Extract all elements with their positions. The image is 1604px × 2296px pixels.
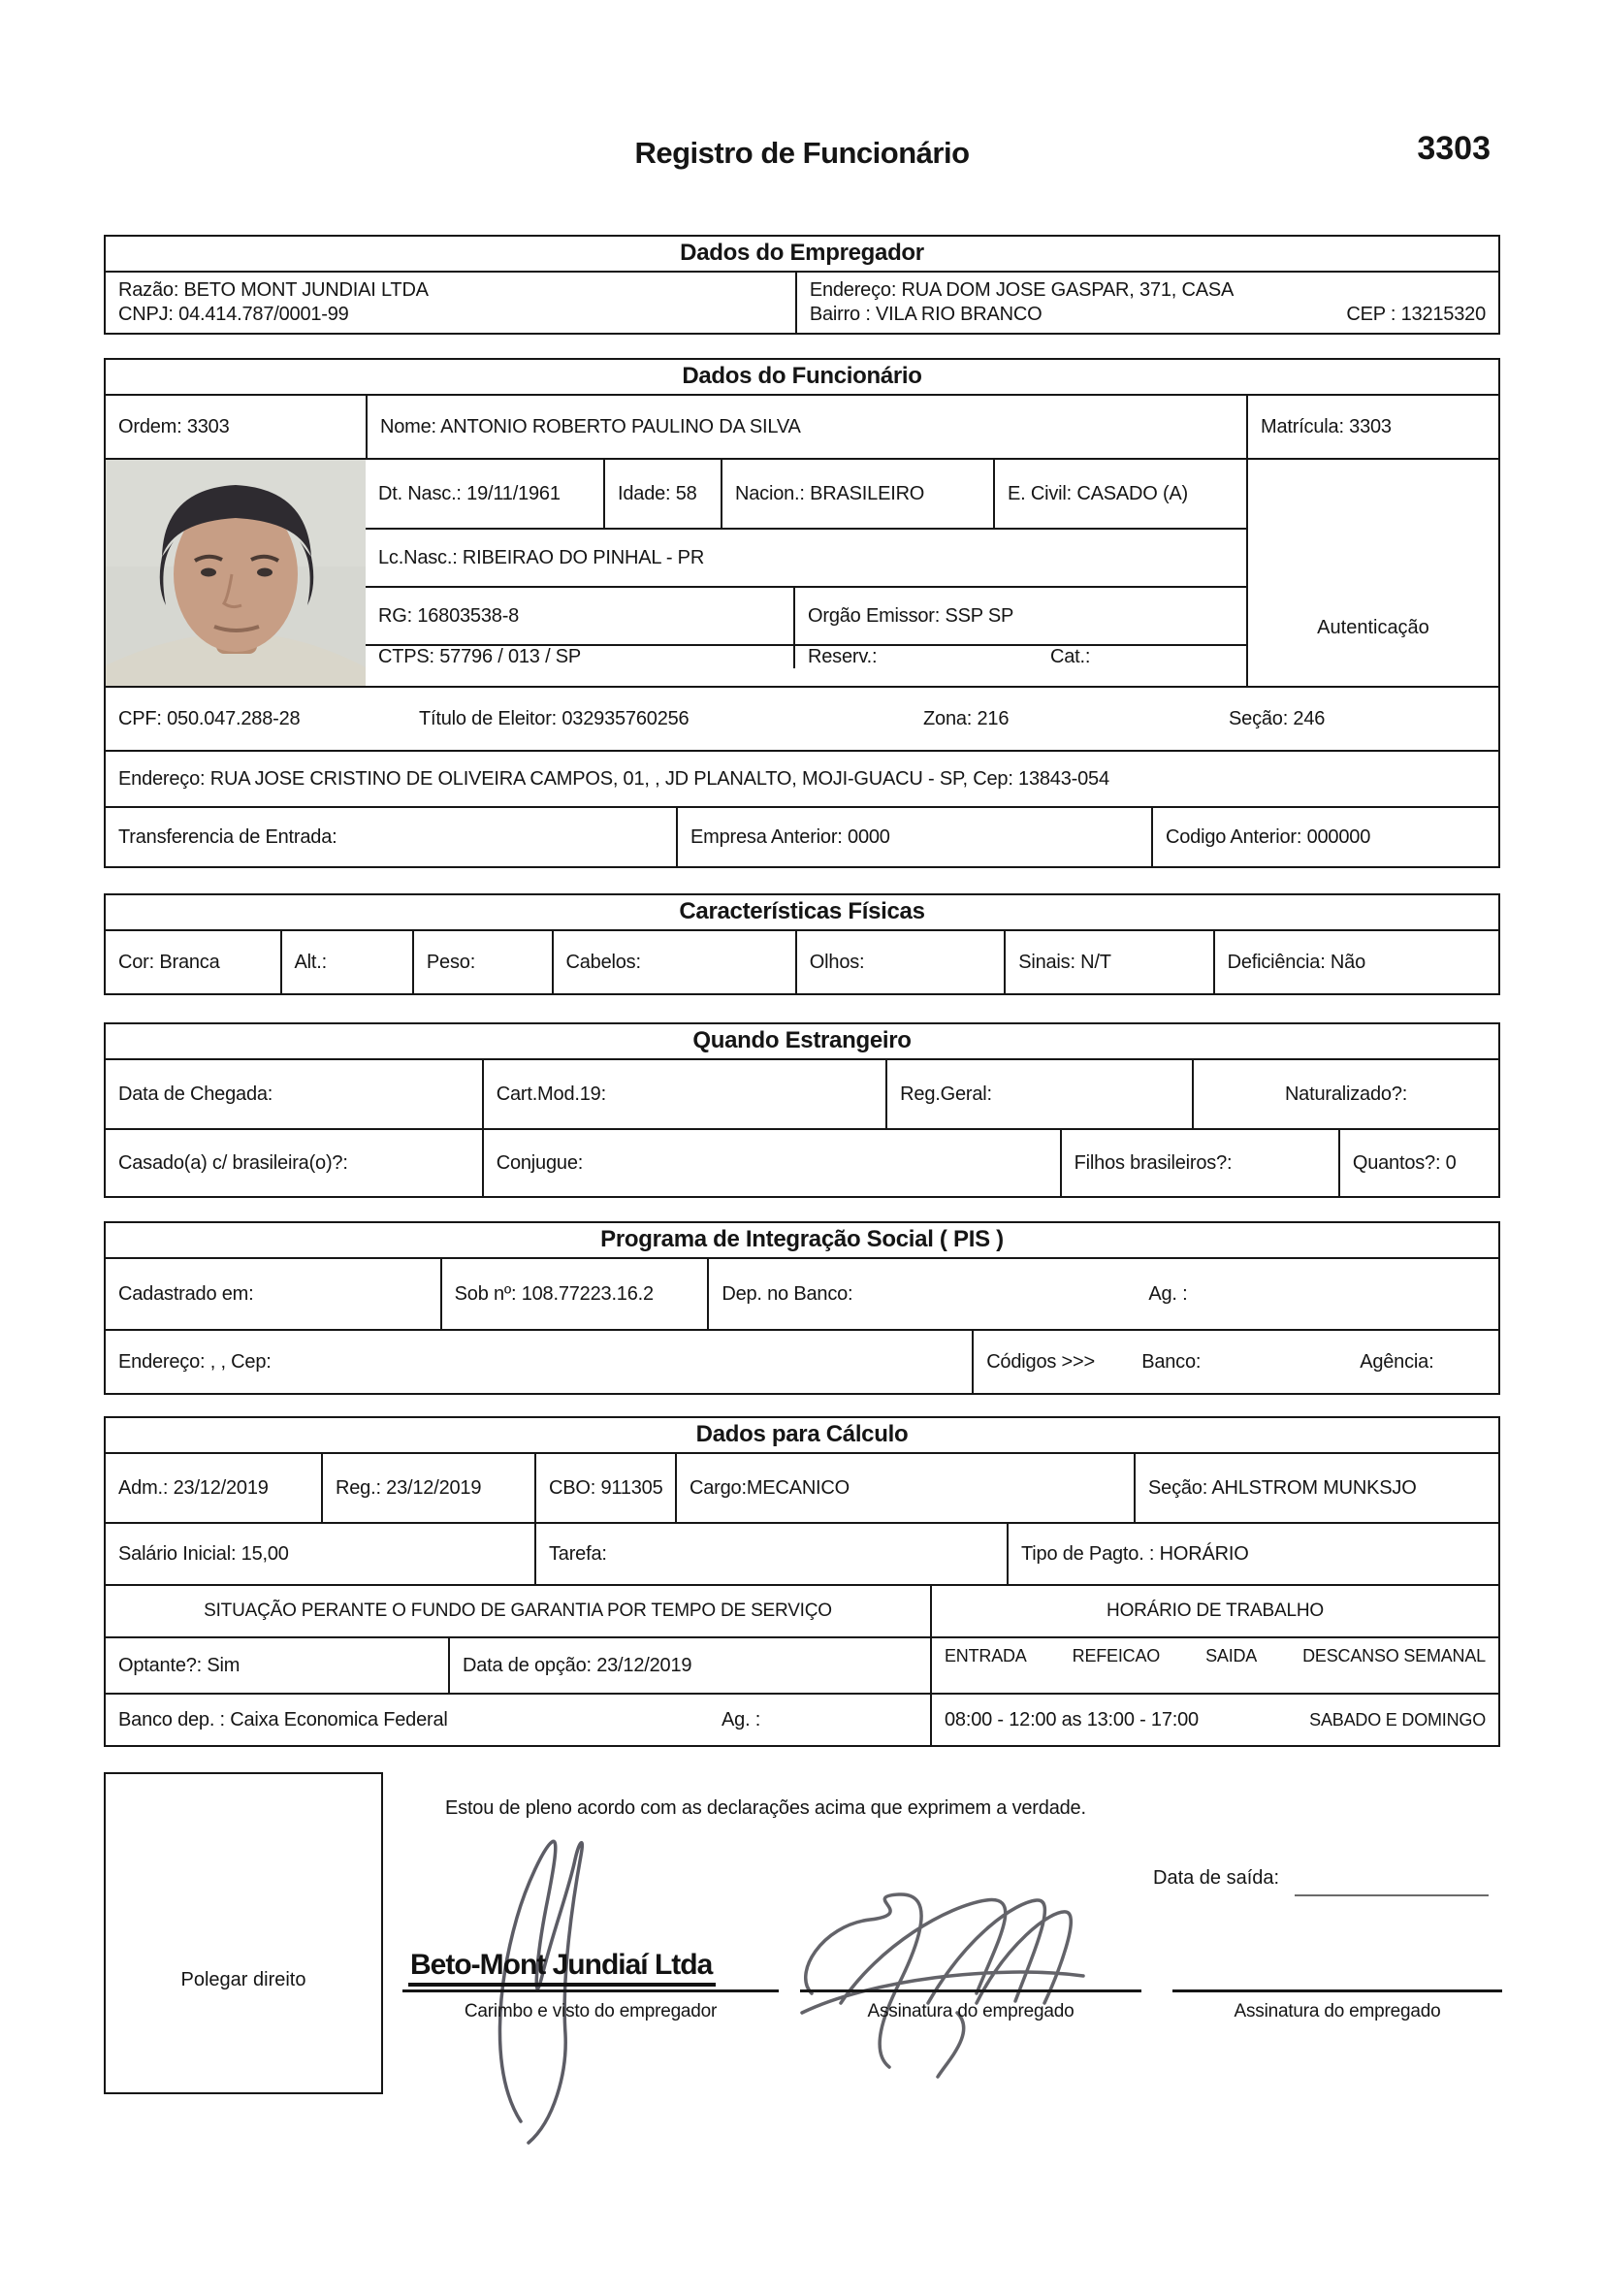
caracteristicas-cor: Cor: Branca	[118, 951, 220, 973]
thumbprint-box	[104, 1772, 383, 2094]
empregador-cnpj: CNPJ: 04.414.787/0001-99	[118, 304, 349, 325]
funcionario-idade: Idade: 58	[603, 460, 721, 528]
funcionario-mid-grid	[366, 460, 1246, 686]
document-header	[104, 0, 1500, 171]
calculo-ag: Ag. :	[722, 1708, 761, 1730]
estrangeiro-row2	[106, 1128, 1498, 1196]
pis-codigos-group	[972, 1331, 1498, 1393]
calculo-col-saida: SAIDA	[1205, 1646, 1258, 1665]
section-calculo	[104, 1416, 1500, 1747]
pis-cadastrado-em: Cadastrado em:	[118, 1282, 254, 1305]
employee-signature-line-2	[1172, 1989, 1502, 1992]
pis-banco: Banco:	[1141, 1350, 1202, 1373]
page-title: Registro de Funcionário	[634, 136, 970, 170]
calculo-horario-cols	[930, 1638, 1498, 1693]
funcionario-nacion: Nacion.: BRASILEIRO	[721, 460, 993, 528]
calculo-data-opcao: Data de opção: 23/12/2019	[448, 1638, 930, 1693]
pis-dep-banco-group	[707, 1259, 1498, 1329]
employer-stamp-line	[402, 1989, 779, 1992]
calculo-horario-title: HORÁRIO DE TRABALHO	[930, 1586, 1498, 1636]
employee-photo-image	[106, 460, 366, 686]
funcionario-codigo-anterior: Codigo Anterior: 000000	[1151, 808, 1498, 866]
employer-stamp-label: Carimbo e visto do empregador	[464, 2001, 718, 2021]
caracteristicas-body	[106, 931, 1498, 993]
funcionario-cpf-group	[106, 688, 1498, 750]
funcionario-row-ident	[106, 396, 1498, 458]
funcionario-row-cpf	[106, 686, 1498, 750]
funcionario-secao: Seção: 246	[1229, 707, 1326, 729]
funcionario-empresa-anterior: Empresa Anterior: 0000	[676, 808, 1151, 866]
estrangeiro-naturalizado: Naturalizado?:	[1192, 1060, 1498, 1128]
calculo-row1	[106, 1454, 1498, 1522]
section-pis	[104, 1221, 1500, 1395]
estrangeiro-reg-geral: Reg.Geral:	[885, 1060, 1192, 1128]
calculo-salario: Salário Inicial: 15,00	[118, 1542, 289, 1565]
section-estrangeiro	[104, 1022, 1500, 1198]
calculo-banco-dep: Banco dep. : Caixa Economica Federal	[118, 1708, 448, 1730]
section-funcionario-title: Dados do Funcionário	[106, 360, 1498, 396]
calculo-col-descanso: DESCANSO SEMANAL	[1302, 1646, 1486, 1665]
document-page	[104, 0, 1500, 2296]
calculo-horario-valor: 08:00 - 12:00 as 13:00 - 17:00	[945, 1708, 1199, 1730]
exit-date-line	[1295, 1894, 1489, 1896]
employee-signature-scribble	[783, 1887, 1103, 2081]
estrangeiro-cart-mod: Cart.Mod.19:	[482, 1060, 885, 1128]
calculo-row2	[106, 1522, 1498, 1584]
caracteristicas-sinais: Sinais: N/T	[1004, 931, 1212, 993]
employee-signature-line-1	[800, 1989, 1141, 1992]
funcionario-row-endereco	[106, 750, 1498, 806]
calculo-cargo: Cargo:MECANICO	[675, 1454, 1134, 1522]
caracteristicas-olhos: Olhos:	[795, 931, 1004, 993]
calculo-tipo-pagto: Tipo de Pagto. : HORÁRIO	[1007, 1524, 1498, 1584]
exit-date-label: Data de saída:	[1153, 1867, 1280, 1889]
empregador-body	[106, 273, 1498, 333]
funcionario-ctps: CTPS: 57796 / 013 / SP	[378, 646, 582, 667]
pis-sob-no: Sob nº: 108.77223.16.2	[440, 1259, 708, 1329]
employee-signature-label-2: Assinatura do empregado	[1234, 2001, 1441, 2021]
funcionario-estado-civil: E. Civil: CASADO (A)	[993, 460, 1246, 528]
funcionario-orgao-emissor: Orgão Emissor: SSP SP	[793, 588, 1246, 644]
calculo-row4	[106, 1636, 1498, 1693]
section-calculo-title: Dados para Cálculo	[106, 1418, 1498, 1454]
empregador-left	[106, 273, 795, 333]
funcionario-reserv-cat	[793, 646, 1246, 668]
pis-row1	[106, 1259, 1498, 1329]
section-caracteristicas	[104, 893, 1500, 995]
pis-row2	[106, 1329, 1498, 1393]
funcionario-row-nasc	[366, 460, 1246, 528]
estrangeiro-data-chegada: Data de Chegada:	[118, 1083, 273, 1105]
funcionario-zona: Zona: 216	[923, 707, 1010, 729]
estrangeiro-conjugue: Conjugue:	[482, 1130, 1060, 1196]
calculo-adm: Adm.: 23/12/2019	[118, 1476, 269, 1499]
section-caracteristicas-title: Características Físicas	[106, 895, 1498, 931]
funcionario-row-photo	[106, 458, 1498, 686]
employee-photo	[106, 460, 366, 686]
section-funcionario	[104, 358, 1500, 868]
funcionario-nome: Nome: ANTONIO ROBERTO PAULINO DA SILVA	[366, 396, 1246, 458]
empregador-endereco: Endereço: RUA DOM JOSE GASPAR, 371, CASA	[809, 279, 1235, 301]
section-estrangeiro-title: Quando Estrangeiro	[106, 1024, 1498, 1060]
empregador-cep: CEP : 13215320	[1346, 304, 1486, 325]
caracteristicas-peso: Peso:	[412, 931, 552, 993]
funcionario-endereco: Endereço: RUA JOSE CRISTINO DE OLIVEIRA CAMPOS, 01, , JD PLANALTO, MOJI-GUACU - SP, Cep: 13843-054	[118, 767, 1109, 790]
funcionario-row-rg	[366, 586, 1246, 644]
pis-endereco: Endereço: , , Cep:	[118, 1350, 272, 1373]
calculo-row3	[106, 1584, 1498, 1636]
calculo-reg: Reg.: 23/12/2019	[321, 1454, 534, 1522]
empregador-right	[795, 273, 1498, 333]
funcionario-rg: RG: 16803538-8	[378, 604, 520, 627]
calculo-cbo: CBO: 911305	[534, 1454, 675, 1522]
calculo-banco-dep-group	[106, 1695, 930, 1745]
declaration-text: Estou de pleno acordo com as declarações acima que exprimem a verdade.	[445, 1797, 1086, 1819]
calculo-col-entrada: ENTRADA	[945, 1646, 1027, 1665]
funcionario-cat: Cat.:	[1050, 646, 1091, 667]
calculo-secao: Seção: AHLSTROM MUNKSJO	[1134, 1454, 1498, 1522]
employee-signature-label-1: Assinatura do empregado	[867, 2001, 1075, 2021]
funcionario-cpf: CPF: 050.047.288-28	[118, 707, 301, 729]
calculo-row5	[106, 1693, 1498, 1745]
funcionario-matricula: Matrícula: 3303	[1246, 396, 1498, 458]
calculo-optante: Optante?: Sim	[118, 1654, 241, 1676]
empregador-bairro: Bairro : VILA RIO BRANCO	[809, 304, 1043, 325]
funcionario-ordem: Ordem: 3303	[118, 415, 230, 437]
pis-ag: Ag. :	[1148, 1282, 1188, 1305]
estrangeiro-filhos: Filhos brasileiros?:	[1060, 1130, 1338, 1196]
document-number: 3303	[1417, 130, 1491, 167]
caracteristicas-deficiencia: Deficiência: Não	[1213, 931, 1498, 993]
footer-area	[104, 1772, 1500, 2296]
funcionario-titulo-eleitor: Título de Eleitor: 032935760256	[419, 707, 690, 729]
funcionario-row-ctps	[366, 644, 1246, 668]
estrangeiro-quantos: Quantos?: 0	[1338, 1130, 1498, 1196]
calculo-tarefa: Tarefa:	[534, 1524, 1007, 1584]
section-empregador	[104, 235, 1500, 335]
estrangeiro-row1	[106, 1060, 1498, 1128]
caracteristicas-alt: Alt.:	[280, 931, 412, 993]
funcionario-reserv: Reserv.:	[808, 646, 878, 667]
funcionario-autenticacao: Autenticação	[1246, 460, 1498, 686]
funcionario-row-transferencia	[106, 806, 1498, 866]
section-empregador-title: Dados do Empregador	[106, 237, 1498, 273]
calculo-fgts-title: SITUAÇÃO PERANTE O FUNDO DE GARANTIA POR TEMPO DE SERVIÇO	[204, 1601, 832, 1621]
calculo-col-refeicao: REFEICAO	[1072, 1646, 1161, 1665]
calculo-descanso-valor: SABADO E DOMINGO	[1309, 1709, 1486, 1730]
estrangeiro-casado-brasileira: Casado(a) c/ brasileira(o)?:	[118, 1151, 348, 1174]
thumbprint-label: Polegar direito	[180, 1968, 306, 1990]
funcionario-lc-nasc: Lc.Nasc.: RIBEIRAO DO PINHAL - PR	[378, 546, 705, 568]
pis-agencia: Agência:	[1360, 1350, 1434, 1373]
pis-dep-banco: Dep. no Banco:	[722, 1282, 853, 1305]
caracteristicas-cabelos: Cabelos:	[552, 931, 795, 993]
empregador-razao: Razão: BETO MONT JUNDIAI LTDA	[118, 279, 429, 301]
employer-stamp: Beto-Mont Jundiaí Ltda	[408, 1949, 716, 1987]
calculo-horario-valores	[930, 1695, 1498, 1745]
funcionario-transferencia: Transferencia de Entrada:	[118, 825, 337, 848]
funcionario-row-lcnasc	[366, 528, 1246, 586]
funcionario-dt-nasc: Dt. Nasc.: 19/11/1961	[378, 482, 561, 504]
pis-codigos: Códigos >>>	[986, 1350, 1095, 1373]
section-pis-title: Programa de Integração Social ( PIS )	[106, 1223, 1498, 1259]
